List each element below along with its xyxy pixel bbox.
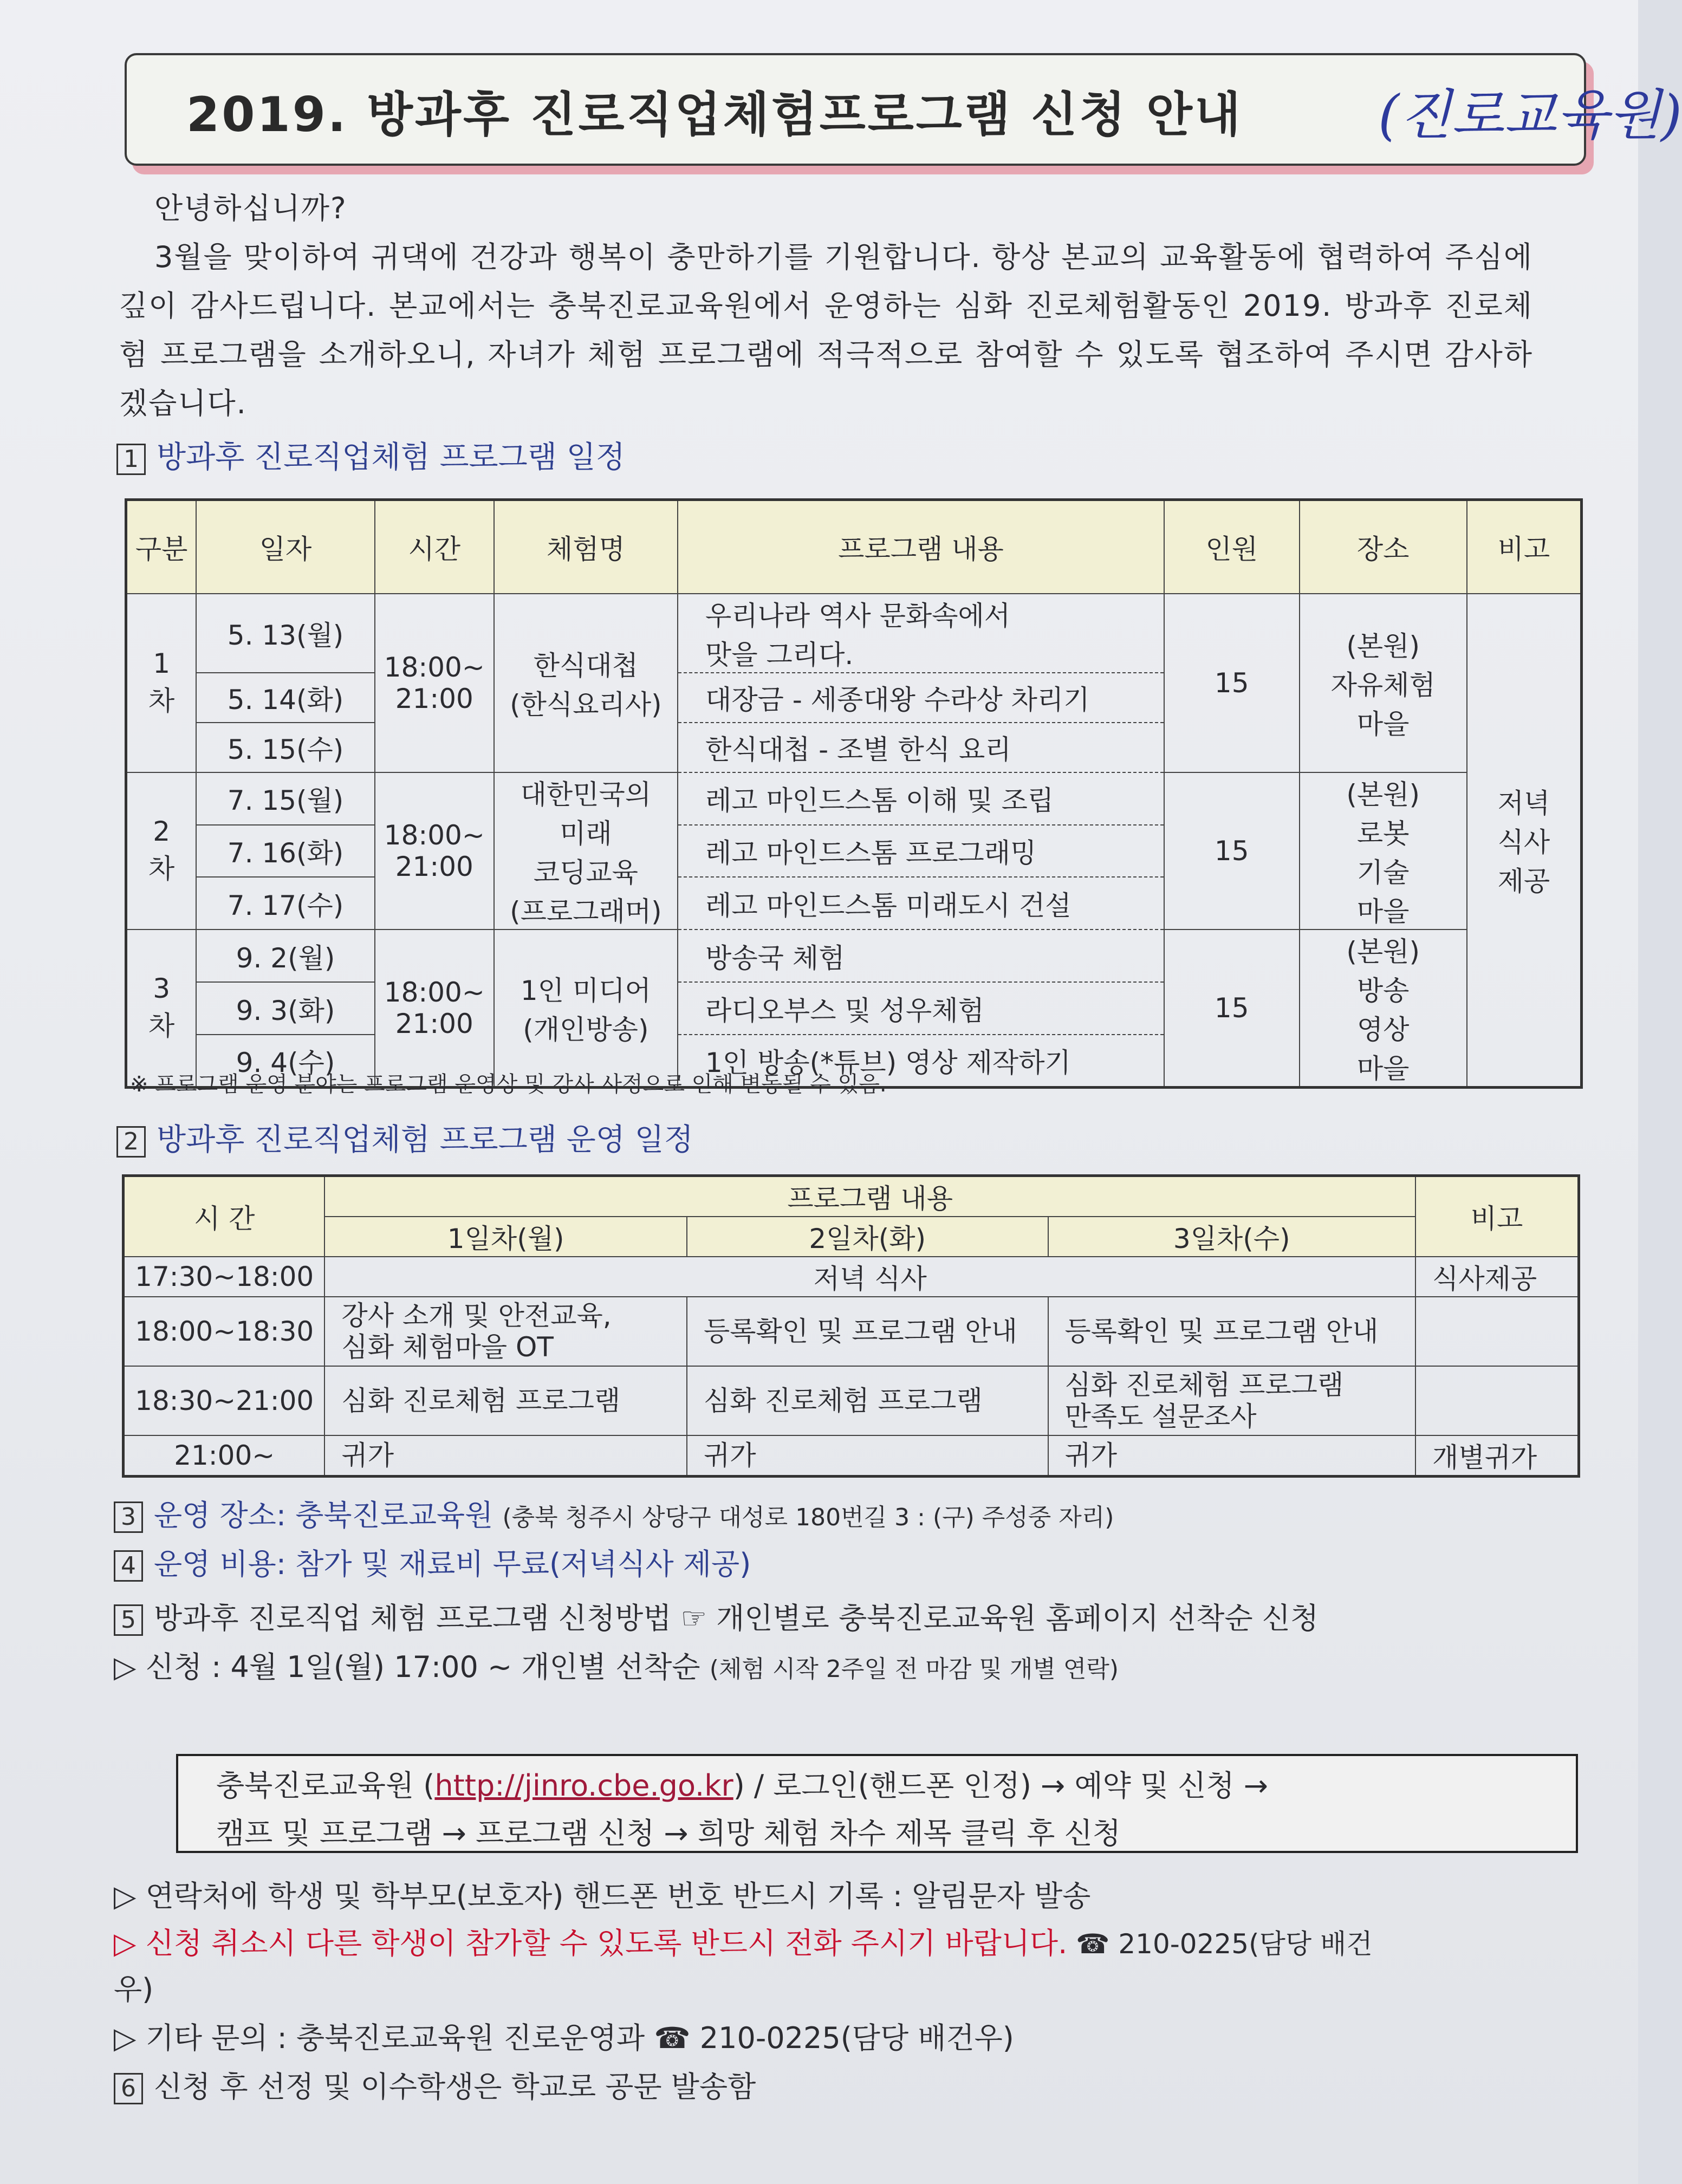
link-line-2: 캠프 및 프로그램 → 프로그램 신청 → 희망 체험 차수 제목 클릭 후 신청 bbox=[216, 1816, 1121, 1850]
op-note bbox=[1415, 1297, 1579, 1366]
homepage-link[interactable]: http://jinro.cbe.go.kr bbox=[434, 1769, 733, 1803]
people-cell: 15 bbox=[1164, 594, 1300, 772]
header-time: 시간 bbox=[375, 500, 494, 594]
header-gubun: 구분 bbox=[126, 500, 197, 594]
content-cell: 1인 방송(*튜브) 영상 제작하기 bbox=[678, 1035, 1164, 1087]
op-header-day2: 2일차(화) bbox=[687, 1217, 1048, 1257]
apply-small: (체험 시작 2주일 전 마감 및 개별 연락) bbox=[709, 1655, 1119, 1683]
time-cell: 18:00~ 21:00 bbox=[375, 594, 494, 772]
item-3-address: (충북 청주시 상당구 대성로 180번길 3 : (구) 주성중 자리) bbox=[502, 1504, 1114, 1531]
contact-line: ▷ 연락처에 학생 및 학부모(보호자) 핸드폰 번호 반드시 기록 : 알림문자 발송 bbox=[114, 1879, 1091, 1913]
op-d3: 등록확인 및 프로그램 안내 bbox=[1048, 1297, 1416, 1366]
op-d2: 귀가 bbox=[687, 1435, 1048, 1477]
op-time: 18:00~18:30 bbox=[124, 1297, 325, 1366]
op-merged: 저녁 식사 bbox=[324, 1257, 1415, 1297]
place-cell: (본원) 로봇 기술 마을 bbox=[1300, 772, 1467, 929]
table-row bbox=[126, 929, 1582, 982]
greeting: 안녕하십니까? bbox=[154, 191, 347, 225]
section-2-heading bbox=[116, 1116, 693, 1159]
table-row bbox=[126, 594, 1582, 673]
title-box bbox=[125, 53, 1682, 166]
op-d1: 심화 진로체험 프로그램 bbox=[324, 1366, 687, 1435]
cancel-line bbox=[114, 1920, 1373, 1962]
date-cell: 5. 15(수) bbox=[196, 723, 375, 772]
item-6-text: 신청 후 선정 및 이수학생은 학교로 공문 발송함 bbox=[154, 2070, 756, 2104]
content-cell: 우리나라 역사 문화속에서 맛을 그리다. bbox=[678, 594, 1164, 673]
intro-text: 3월을 맞이하여 귀댁에 건강과 행복이 충만하기를 기원합니다. 항상 본교의 교육활동에 협력하여 주심에 깊이 감사드립니다. 본교에서는 충북진로교육원에서 운영하는 심화 진로체험활동인 2019. 방과후 진로체험 프로그램을 소개하오니, 자녀가 체험 프로그램에 적극적으로 참여할 수 있도록 협조하여 주시면 감사하겠습니다. bbox=[119, 240, 1533, 420]
date-cell: 5. 14(화) bbox=[196, 673, 375, 723]
schedule-footnote: ※ 프로그램 운영 분야는 프로그램 운영상 및 강사 사정으로 인해 변동될 수 있음. bbox=[130, 1072, 887, 1097]
item-6 bbox=[114, 2064, 756, 2105]
cancel-phone: ☎ 210-0225(담당 배건 bbox=[1067, 1928, 1373, 1960]
date-cell: 9. 4(수) bbox=[196, 1035, 375, 1087]
homepage-instructions bbox=[176, 1754, 1578, 1853]
op-header-content: 프로그램 내용 bbox=[324, 1176, 1415, 1217]
op-header-day3: 3일차(수) bbox=[1048, 1217, 1416, 1257]
apply-text: ▷ 신청 : 4월 1일(월) 17:00 ~ 개인별 선착순 bbox=[114, 1650, 700, 1684]
program-name: 대한민국의 미래 코딩교육 (프로그래머) bbox=[494, 772, 678, 929]
item-3-value: 충북진로교육원 bbox=[295, 1498, 493, 1532]
item-4-value: 참가 및 재료비 무료(저녁식사 제공) bbox=[295, 1547, 751, 1581]
time-cell: 18:00~ 21:00 bbox=[375, 772, 494, 929]
op-d3: 귀가 bbox=[1048, 1435, 1416, 1477]
section-number: 3 bbox=[114, 1502, 143, 1533]
etc-line: ▷ 기타 문의 : 충북진로교육원 진로운영과 ☎ 210-0225(담당 배건우) bbox=[114, 2021, 1014, 2055]
people-cell: 15 bbox=[1164, 772, 1300, 929]
item-5-text: 방과후 진로직업 체험 프로그램 신청방법 ☞ 개인별로 충북진로교육원 홈페이지 선착순 신청 bbox=[154, 1601, 1319, 1635]
content-cell: 라디오부스 및 성우체험 bbox=[678, 982, 1164, 1035]
item-5 bbox=[114, 1595, 1319, 1637]
place-cell: (본원) 자유체험 마을 bbox=[1300, 594, 1467, 772]
op-header-time: 시 간 bbox=[124, 1176, 325, 1257]
op-d2: 등록확인 및 프로그램 안내 bbox=[687, 1297, 1048, 1366]
header-name: 체험명 bbox=[494, 500, 678, 594]
time-cell: 18:00~ 21:00 bbox=[375, 929, 494, 1088]
table-row bbox=[124, 1297, 1579, 1366]
op-time: 18:30~21:00 bbox=[124, 1366, 325, 1435]
cancel-tail: 우) bbox=[114, 1972, 154, 2006]
date-cell: 7. 15(월) bbox=[196, 772, 375, 825]
date-cell: 7. 16(화) bbox=[196, 825, 375, 877]
link-suffix: ) / 로그인(핸드폰 인정) → 예약 및 신청 → bbox=[733, 1769, 1269, 1803]
table-row bbox=[124, 1435, 1579, 1477]
place-cell: (본원) 방송 영상 마을 bbox=[1300, 929, 1467, 1088]
header-content: 프로그램 내용 bbox=[678, 500, 1164, 594]
date-cell: 9. 2(월) bbox=[196, 929, 375, 982]
content-cell: 방송국 체험 bbox=[678, 929, 1164, 982]
people-cell: 15 bbox=[1164, 929, 1300, 1088]
content-cell: 레고 마인드스톰 이해 및 조립 bbox=[678, 772, 1164, 825]
link-line-1 bbox=[216, 1763, 1268, 1804]
round-label: 1 차 bbox=[126, 594, 197, 772]
date-cell: 5. 13(월) bbox=[196, 594, 375, 673]
section-title: 방과후 진로직업체험 프로그램 일정 bbox=[157, 440, 625, 475]
op-note bbox=[1415, 1366, 1579, 1435]
op-d3: 심화 진로체험 프로그램 만족도 설문조사 bbox=[1048, 1366, 1416, 1435]
handwritten-note: (진로교육원) bbox=[1378, 83, 1682, 147]
table-row bbox=[124, 1366, 1579, 1435]
op-d1: 귀가 bbox=[324, 1435, 687, 1477]
schedule-table bbox=[125, 498, 1583, 1089]
op-time: 17:30~18:00 bbox=[124, 1257, 325, 1297]
item-3 bbox=[114, 1492, 1114, 1534]
content-cell: 대장금 - 세종대왕 수라상 차리기 bbox=[678, 673, 1164, 723]
item-4 bbox=[114, 1541, 751, 1583]
table-row bbox=[124, 1257, 1579, 1297]
section-title: 방과후 진로직업체험 프로그램 운영 일정 bbox=[157, 1122, 693, 1158]
item-3-label: 운영 장소: bbox=[154, 1498, 296, 1532]
cancel-warning: ▷ 신청 취소시 다른 학생이 참가할 수 있도록 반드시 전화 주시기 바랍니다. bbox=[114, 1926, 1068, 1960]
op-note: 개별귀가 bbox=[1415, 1435, 1579, 1477]
section-number: 1 bbox=[116, 444, 146, 475]
section-number: 5 bbox=[114, 1604, 143, 1636]
section-number: 4 bbox=[114, 1550, 143, 1582]
content-cell: 레고 마인드스톰 프로그래밍 bbox=[678, 825, 1164, 877]
section-1-heading bbox=[116, 433, 625, 477]
table-row bbox=[126, 772, 1582, 825]
header-date: 일자 bbox=[196, 500, 375, 594]
link-prefix: 충북진로교육원 ( bbox=[216, 1769, 435, 1803]
section-number: 2 bbox=[116, 1126, 146, 1158]
header-note: 비고 bbox=[1467, 500, 1582, 594]
intro-paragraph bbox=[119, 233, 1533, 428]
apply-line bbox=[114, 1644, 1119, 1686]
op-header-day1: 1일차(월) bbox=[324, 1217, 687, 1257]
date-cell: 9. 3(화) bbox=[196, 982, 375, 1035]
op-d2: 심화 진로체험 프로그램 bbox=[687, 1366, 1048, 1435]
item-4-label: 운영 비용: bbox=[154, 1547, 296, 1581]
round-label: 3 차 bbox=[126, 929, 197, 1088]
op-note: 식사제공 bbox=[1415, 1257, 1579, 1297]
header-people: 인원 bbox=[1164, 500, 1300, 594]
section-number: 6 bbox=[114, 2073, 143, 2104]
round-label: 2 차 bbox=[126, 772, 197, 929]
op-d1: 강사 소개 및 안전교육, 심화 체험마을 OT bbox=[324, 1297, 687, 1366]
program-name: 1인 미디어 (개인방송) bbox=[494, 929, 678, 1088]
op-time: 21:00~ bbox=[124, 1435, 325, 1477]
operation-table bbox=[122, 1174, 1580, 1478]
op-header-note: 비고 bbox=[1415, 1176, 1579, 1257]
content-cell: 레고 마인드스톰 미래도시 건설 bbox=[678, 877, 1164, 929]
program-name: 한식대첩 (한식요리사) bbox=[494, 594, 678, 772]
note-cell: 저녁 식사 제공 bbox=[1467, 594, 1582, 1088]
header-place: 장소 bbox=[1300, 500, 1467, 594]
date-cell: 7. 17(수) bbox=[196, 877, 375, 929]
document-title: 2019. 방과후 진로직업체험프로그램 신청 안내 bbox=[186, 87, 1243, 142]
content-cell: 한식대첩 - 조별 한식 요리 bbox=[678, 723, 1164, 772]
